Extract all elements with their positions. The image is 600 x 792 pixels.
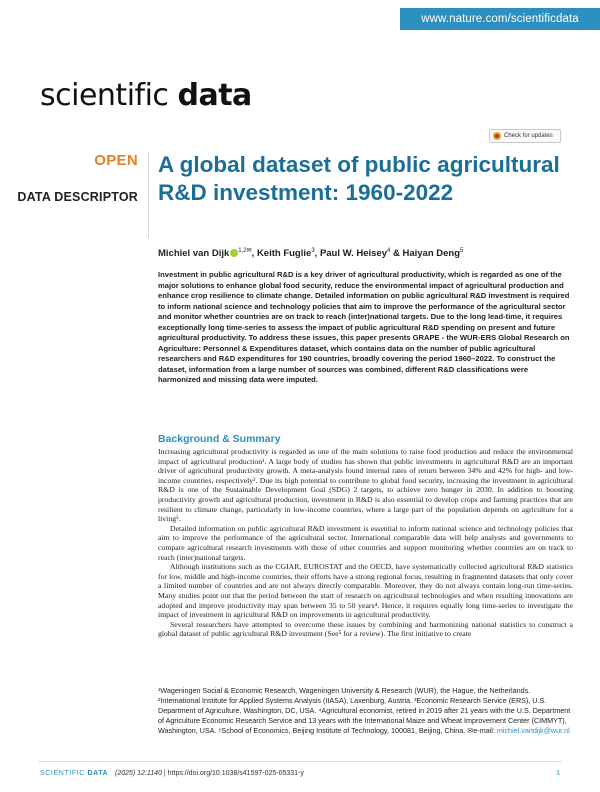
- author-name[interactable]: Michiel van Dijk: [158, 248, 230, 260]
- footer-citation: [115, 766, 304, 782]
- email-icon[interactable]: ✉: [246, 248, 252, 254]
- article-title: A global dataset of public agricultural R&D investment: 1960-2022: [158, 152, 560, 205]
- paragraph: Several researchers have attempted to overcome these issues by combining and harmonizing national statistics to construct a global dataset of public agricultural R&D investment (See⁵ for a review). The first initiative to create: [158, 619, 573, 639]
- affiliations-text: ¹Wageningen Social & Economic Research, Wageningen University & Research (WUR), the Hague, the Netherlands. ²International Institute for Applied Systems Analysis (IIASA), Laxenburg, Austria. ³Economic Research Service (ERS), U.S. Department of Agriculture, Washington, DC, USA. ⁴Agricultural economist, retired in 2019 after 21 years with the U.S. Department of Agriculture Economic Research Service and 13 years with the International Maize and Wheat Improvement Center (CIMMYT), Washington, USA. ⁵School of Economics, Beijing Institute of Technology, 100081, Beijing, China. ✉e-mail:: [158, 686, 571, 735]
- author-separator: ,: [251, 248, 257, 260]
- check-for-updates-button[interactable]: [489, 129, 561, 143]
- author-affiliation: 5: [460, 248, 464, 254]
- author-affiliation: 4: [387, 248, 391, 254]
- paragraph: Detailed information on public agricultural R&D investment is essential to inform national science and technology policies that aim to improve the performance of the agricultural sector. International comparable data will help analysts and governments to compare agricultural research investments with those of other countries and support monitoring whether countries are on track to reach (inter)national targets.: [158, 523, 573, 562]
- page-number: 1: [556, 770, 560, 777]
- journal-masthead: [40, 78, 252, 114]
- masthead-light: scientific: [40, 78, 169, 113]
- footer-journal: [40, 766, 108, 782]
- author-separator: ,: [314, 248, 320, 260]
- section-heading: Background & Summary: [158, 433, 281, 445]
- author-name[interactable]: Paul W. Heisey: [319, 248, 387, 260]
- check-for-updates-label: Check for updates: [504, 133, 553, 139]
- footer-journal-bold: DATA: [87, 770, 109, 777]
- affiliations-footnote: [158, 686, 573, 736]
- footer-doi[interactable]: | https://doi.org/10.1038/s41597-025-05331-y: [161, 770, 304, 777]
- footer-year-volume: (2025) 12:1140: [115, 770, 162, 777]
- masthead-bold: data: [177, 78, 252, 113]
- footer-rule: [38, 761, 562, 762]
- author-affiliation: 1,2: [238, 248, 247, 254]
- footer-journal-light: SCIENTIFIC: [40, 770, 88, 777]
- open-access-label: OPEN: [94, 152, 138, 169]
- author-affiliation: 3: [311, 248, 315, 254]
- page-footer: [0, 766, 600, 782]
- article-type-label: DATA DESCRIPTOR: [17, 190, 138, 204]
- title-divider: [148, 152, 149, 238]
- abstract: Investment in public agricultural R&D is a key driver of agricultural productivity, which is regarded as one of the major solutions to enhance global food security, reduce the environmental impact of agricultural production and enhance crop resilience to climate change. Detailed information on public agricultural R&D investment is required to inform national science and technology policies that aim to improve the performance of the agricultural sector and monitor whether countries are on track to reach (inter)national targets. Due to the long lead-time, it requires exceptionally long time-series to assess the impact of public agricultural R&D spending on present and future agricultural productivity. To address these issues, this paper presents GRAPE - the WUR-ERS Global Research on Agriculture: Personnel & Expenditures dataset, which contains data on the number of public agricultural researchers and R&D expenditures for 190 countries, broadly covering the period 1960–2022. To construct the dataset, information from a large number of sources was combined, different R&D classifications were harmonized and missing data were imputed.: [158, 270, 570, 385]
- crossmark-icon: [493, 132, 501, 140]
- author-name[interactable]: Keith Fuglie: [256, 248, 312, 260]
- author-list: [158, 247, 578, 259]
- email-link[interactable]: michiel.vandijk@wur.nl: [496, 726, 570, 735]
- author-name[interactable]: Haiyan Deng: [402, 248, 461, 260]
- paragraph: Increasing agricultural productivity is regarded as one of the main solutions to raise food production and reduce the environmental impact of agricultural production¹. A large body of studies has shown that public investments in agricultural R&D are an important driver of agricultural productivity growth. A meta-analysis found internal rates of return between 34% and 42% for high- and low-income countries, respectively². Due its high potential to contribute to global food security, increasing the investment in agricultural R&D is one of the Sustainable Development Goal (SDG) 2 targets, to achieve zero hunger in 2030. In addition to boosting productivity growth and agricultural production, investment in R&D is also essential to develop crops and farming practices that are resilient to climate change, particularly in low-income countries, where a large part of the population depends on agriculture for a living³.: [158, 447, 573, 524]
- author-separator: &: [390, 248, 403, 260]
- body-text: [158, 447, 573, 639]
- paragraph: Although institutions such as the CGIAR, EUROSTAT and the OECD, have systematically collected agricultural R&D statistics for low, middle and high-income countries, their efforts have a strong regional focus, resulting in fragmented datasets that only cover a limited number of countries and are not always directly comparable. Moreover, they do not always contain long-run time-series. Many studies point out that the period between the start of research on agricultural technologies and when resulting innovations are adopted and improve productivity may span between 35 to 50 years⁴. Hence, it requires equally long time-series to investigate the impact of investment in agricultural R&D on improvements in agricultural productivity.: [158, 562, 573, 620]
- journal-url-banner[interactable]: www.nature.com/scientificdata: [400, 8, 600, 30]
